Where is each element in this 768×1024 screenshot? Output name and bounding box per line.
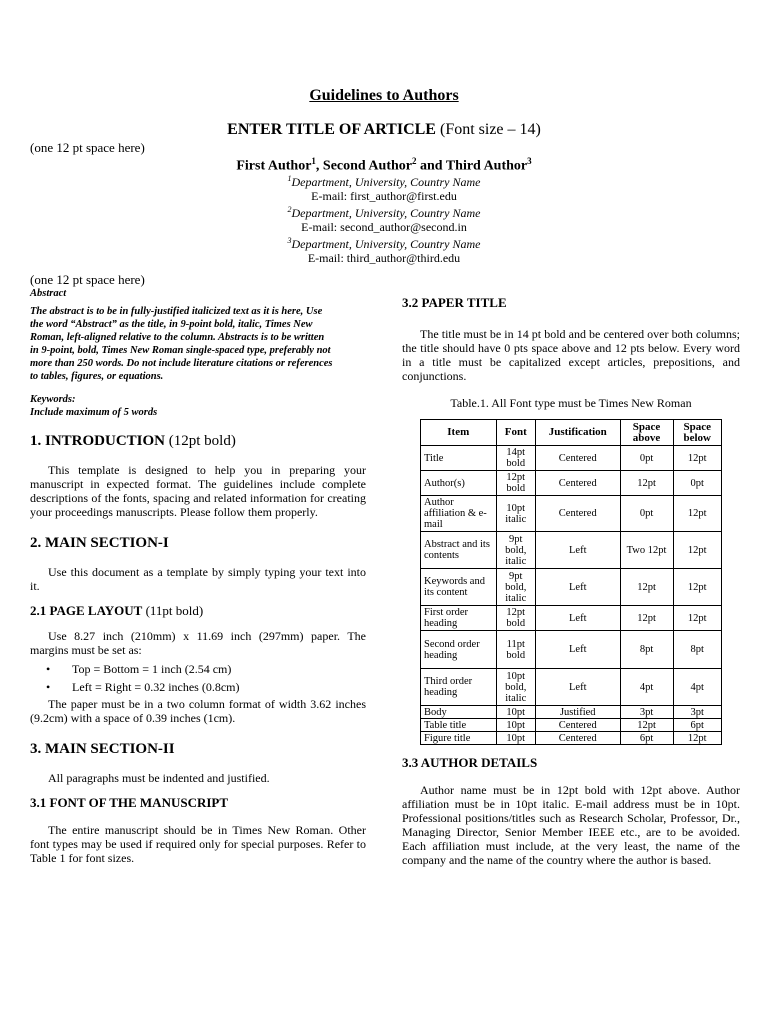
heading-main-section-1: 2. MAIN SECTION-I xyxy=(30,535,169,551)
table-cell: 8pt xyxy=(673,631,721,669)
table-cell: First order heading xyxy=(421,606,497,631)
table-cell: 0pt xyxy=(620,446,673,471)
affiliation-dept-text: Department, University, Country Name xyxy=(291,206,481,220)
table-cell: 0pt xyxy=(673,471,721,496)
abstract-body xyxy=(30,305,366,383)
bullet-icon: • xyxy=(46,662,51,676)
affiliation-sup: 2 xyxy=(287,205,292,214)
abstract-line: to tables, figures, or equations. xyxy=(30,371,164,382)
table-cell: 12pt xyxy=(673,496,721,532)
article-title-text: ENTER TITLE OF ARTICLE xyxy=(227,121,436,138)
table-cell: 9pt bold, italic xyxy=(496,532,535,569)
table-cell: 0pt xyxy=(620,496,673,532)
table-cell: Centered xyxy=(535,719,620,732)
margin-bullets xyxy=(30,660,366,696)
table-row xyxy=(421,706,722,719)
heading-page-layout xyxy=(30,603,366,619)
main1-paragraph: Use this document as a template by simply typing your text into it. xyxy=(30,565,366,593)
author-details-paragraph: Author name must be in 12pt bold with 12pt above. Author affiliation must be in 10pt italic. E-mail address must be in 10pt. Professional positions/titles such as Research Scholar, Professor, Dr., Managing Director, Senior Member IEEE etc., are to be avoided. Each affiliation must include, at the very least, the name of the company and the name of the country where the author is based. xyxy=(402,783,740,867)
abstract-line: more than 250 words. Do not include literature citations or references xyxy=(30,358,333,369)
table-cell: 12pt xyxy=(620,569,673,606)
table-row xyxy=(421,446,722,471)
table-row xyxy=(421,719,722,732)
author-sup: 3 xyxy=(527,156,532,166)
page-title: Guidelines to Authors xyxy=(309,87,459,104)
column-header: Justification xyxy=(535,420,620,446)
heading-text: 2.1 PAGE LAYOUT xyxy=(30,603,143,618)
left-column xyxy=(30,272,366,865)
table-cell: 8pt xyxy=(620,631,673,669)
table-row xyxy=(421,532,722,569)
table-cell: Author affiliation & e-mail xyxy=(421,496,497,532)
bullet-text: Left = Right = 0.32 inches (0.8cm) xyxy=(72,680,240,694)
table-cell: 10pt italic xyxy=(496,496,535,532)
table-cell: Third order heading xyxy=(421,669,497,706)
table-cell: 12pt xyxy=(620,606,673,631)
author-name: First Author xyxy=(236,158,312,174)
table-row xyxy=(421,732,722,745)
table-row xyxy=(421,669,722,706)
table-cell: 4pt xyxy=(673,669,721,706)
bullet-text: Top = Bottom = 1 inch (2.54 cm) xyxy=(72,662,232,676)
table-cell: Centered xyxy=(535,732,620,745)
table-cell: 12pt xyxy=(673,532,721,569)
column-header: Item xyxy=(421,420,497,446)
right-column xyxy=(402,295,740,867)
table-cell: 12pt xyxy=(620,719,673,732)
table-row xyxy=(421,606,722,631)
table-cell: 14pt bold xyxy=(496,446,535,471)
abstract-line: in 9-point, bold, Times New Roman single-spaced type, preferably not xyxy=(30,345,331,356)
table-header-row xyxy=(421,420,722,446)
affiliation-dept xyxy=(0,203,768,220)
table-cell: 12pt bold xyxy=(496,606,535,631)
table-cell: Left xyxy=(535,569,620,606)
table-cell: Left xyxy=(535,669,620,706)
table-cell: 12pt xyxy=(620,471,673,496)
author-sep: , xyxy=(315,158,323,174)
heading-main-section-2: 3. MAIN SECTION-II xyxy=(30,741,175,757)
affiliation-dept-text: Department, University, Country Name xyxy=(291,175,481,189)
table-cell: 12pt xyxy=(673,606,721,631)
heading-author-details: 3.3 AUTHOR DETAILS xyxy=(402,755,538,770)
author-sup: 1 xyxy=(311,156,316,166)
table-cell: 6pt xyxy=(620,732,673,745)
table-cell: 10pt xyxy=(496,719,535,732)
bullet-item xyxy=(30,678,366,696)
article-title-note: (Font size – 14) xyxy=(439,121,541,138)
author-sep: and xyxy=(416,158,446,174)
affiliation-sup: 3 xyxy=(287,236,292,245)
table-cell: 10pt xyxy=(496,732,535,745)
table-cell: 4pt xyxy=(620,669,673,706)
table-cell: Centered xyxy=(535,446,620,471)
table-cell: 12pt xyxy=(673,446,721,471)
table-cell: 11pt bold xyxy=(496,631,535,669)
abstract-line: the word “Abstract” as the title, in 9-point bold, italic, Times New xyxy=(30,319,313,330)
heading-note: (11pt bold) xyxy=(142,603,204,618)
table-cell: 9pt bold, italic xyxy=(496,569,535,606)
table-row xyxy=(421,569,722,606)
heading-text: 1. INTRODUCTION xyxy=(30,433,166,449)
paper-title-paragraph: The title must be in 14 pt bold and be centered over both columns; the title should have 0 pts space above and 12 pts below. Every word in a title must be capitalized except articles, prepositions, and conjunctions. xyxy=(402,327,740,383)
table-cell: Second order heading xyxy=(421,631,497,669)
table-cell: Table title xyxy=(421,719,497,732)
heading-introduction xyxy=(30,433,366,450)
layout-paragraph-2: The paper must be in a two column format of width 3.62 inches (9.2cm) with a space of 0.39 inches (1cm). xyxy=(30,697,366,725)
table-cell: 3pt xyxy=(673,706,721,719)
affiliation-dept-text: Department, University, Country Name xyxy=(291,237,481,251)
table-cell: Author(s) xyxy=(421,471,497,496)
author-sup: 2 xyxy=(412,156,417,166)
bullet-icon: • xyxy=(46,680,51,694)
table-cell: 3pt xyxy=(620,706,673,719)
table-cell: 10pt xyxy=(496,706,535,719)
keywords-title: Keywords: xyxy=(30,394,76,405)
table-cell: 12pt bold xyxy=(496,471,535,496)
keywords-text: Include maximum of 5 words xyxy=(30,407,158,418)
table-cell: Left xyxy=(535,631,620,669)
abstract-line: The abstract is to be in fully-justified italicized text as it is here, Use xyxy=(30,306,323,317)
table-cell: 12pt xyxy=(673,569,721,606)
affiliation-block xyxy=(0,172,768,265)
font-table xyxy=(420,419,722,745)
affiliation-dept xyxy=(0,172,768,189)
table-cell: 12pt xyxy=(673,732,721,745)
affiliation-email: E-mail: third_author@third.edu xyxy=(307,251,461,265)
affiliation-sup: 1 xyxy=(287,174,292,183)
table-cell: Abstract and its contents xyxy=(421,532,497,569)
table-cell: 6pt xyxy=(673,719,721,732)
table-cell: Centered xyxy=(535,471,620,496)
table-cell: Title xyxy=(421,446,497,471)
affiliation-email: E-mail: second_author@second.in xyxy=(301,220,467,234)
abstract-title: Abstract xyxy=(30,288,67,299)
table-row xyxy=(421,471,722,496)
table-cell: Left xyxy=(535,606,620,631)
table-cell: Figure title xyxy=(421,732,497,745)
author-name: Second Author xyxy=(322,158,412,174)
heading-paper-title: 3.2 PAPER TITLE xyxy=(402,295,507,310)
table-cell: Justified xyxy=(535,706,620,719)
table-row xyxy=(421,496,722,532)
space-note-abstract: (one 12 pt space here) xyxy=(30,272,145,287)
affiliation-email: E-mail: first_author@first.edu xyxy=(311,189,457,203)
table-cell: 10pt bold, italic xyxy=(496,669,535,706)
table-row xyxy=(421,631,722,669)
main2-paragraph: All paragraphs must be indented and justified. xyxy=(48,771,270,785)
table-cell: Keywords and its content xyxy=(421,569,497,606)
heading-note: (12pt bold) xyxy=(165,433,236,449)
table-caption: Table.1. All Font type must be Times New Roman xyxy=(450,396,692,410)
bullet-item xyxy=(30,660,366,678)
table-cell: Body xyxy=(421,706,497,719)
abstract-line: Roman, left-aligned relative to the column. Abstracts is to be written xyxy=(30,332,325,343)
table-cell: Centered xyxy=(535,496,620,532)
space-note-top: (one 12 pt space here) xyxy=(30,140,145,155)
author-name: Third Author xyxy=(445,158,528,174)
affiliation-dept xyxy=(0,234,768,251)
layout-paragraph: Use 8.27 inch (210mm) x 11.69 inch (297mm) paper. The margins must be set as: xyxy=(30,629,366,657)
intro-paragraph: This template is designed to help you in preparing your manuscript in expected format. The guidelines include complete descriptions of the fonts, spacing and related information for creating your proceedings manuscripts. Please follow them properly. xyxy=(30,463,366,519)
heading-font-manuscript: 3.1 FONT OF THE MANUSCRIPT xyxy=(30,795,229,810)
column-header: Space above xyxy=(620,420,673,446)
font-paragraph: The entire manuscript should be in Times New Roman. Other font types may be used if required only for special purposes. Refer to Table 1 for font sizes. xyxy=(30,823,366,865)
column-header: Space below xyxy=(673,420,721,446)
table-cell: Left xyxy=(535,532,620,569)
column-header: Font xyxy=(496,420,535,446)
table-cell: Two 12pt xyxy=(620,532,673,569)
article-title xyxy=(0,121,768,139)
